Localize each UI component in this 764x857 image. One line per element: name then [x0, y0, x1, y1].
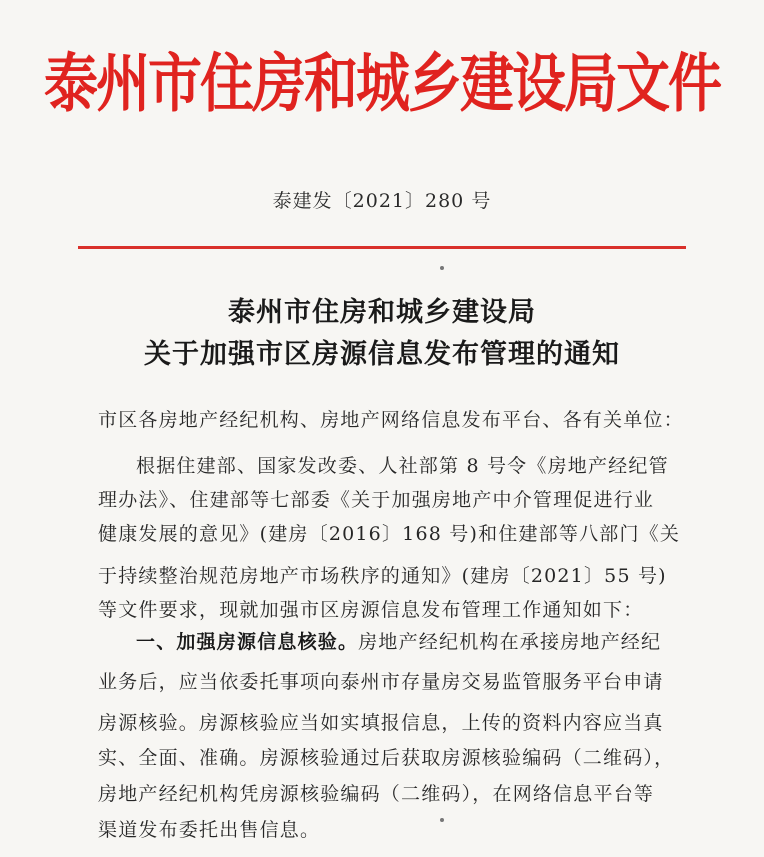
section-1-first-line — [136, 629, 688, 655]
scan-speck — [440, 266, 444, 270]
paragraph-line: 等文件要求，现就加强市区房源信息发布管理工作通知如下： — [98, 599, 644, 621]
paragraph-line: 于持续整治规范房地产市场秩序的通知》(建房〔2021〕55 号) — [98, 565, 667, 587]
paragraph-line: 房地产经纪机构凭房源核验编码（二维码），在网络信息平台等 — [98, 783, 655, 805]
document-number: 泰建发〔2021〕280 号 — [272, 190, 492, 212]
paragraph-line: 实、全面、准确。房源核验通过后获取房源核验编码（二维码）， — [98, 747, 675, 769]
notice-title-line-1: 泰州市住房和城乡建设局 — [228, 297, 536, 328]
notice-title-line-2: 关于加强市区房源信息发布管理的通知 — [144, 339, 620, 370]
paragraph-line: 渠道发布委托出售信息。 — [98, 819, 321, 841]
scan-speck — [440, 818, 444, 822]
paragraph-line: 根据住建部、国家发改委、人社部第 8 号令《房地产经纪管 — [136, 455, 669, 477]
masthead-title: 泰州市住房和城乡建设局文件 — [44, 46, 720, 122]
paragraph-line: 房源核验。房源核验应当如实填报信息，上传的资料内容应当真 — [98, 712, 664, 734]
paragraph-line: 理办法》、住建部等七部委《关于加强房地产中介管理促进行业 — [98, 489, 655, 511]
addressee-line: 市区各房地产经纪机构、房地产网络信息发布平台、各有关单位： — [98, 409, 684, 431]
paragraph-line: 业务后，应当依委托事项向泰州市存量房交易监管服务平台申请 — [98, 671, 664, 693]
section-1-text: 房地产经纪机构在承接房地产经纪 — [358, 631, 662, 653]
section-1-heading: 一、加强房源信息核验。 — [136, 631, 359, 653]
red-divider-line — [78, 246, 686, 249]
paragraph-line: 健康发展的意见》(建房〔2016〕168 号)和住建部等八部门《关 — [98, 523, 681, 545]
